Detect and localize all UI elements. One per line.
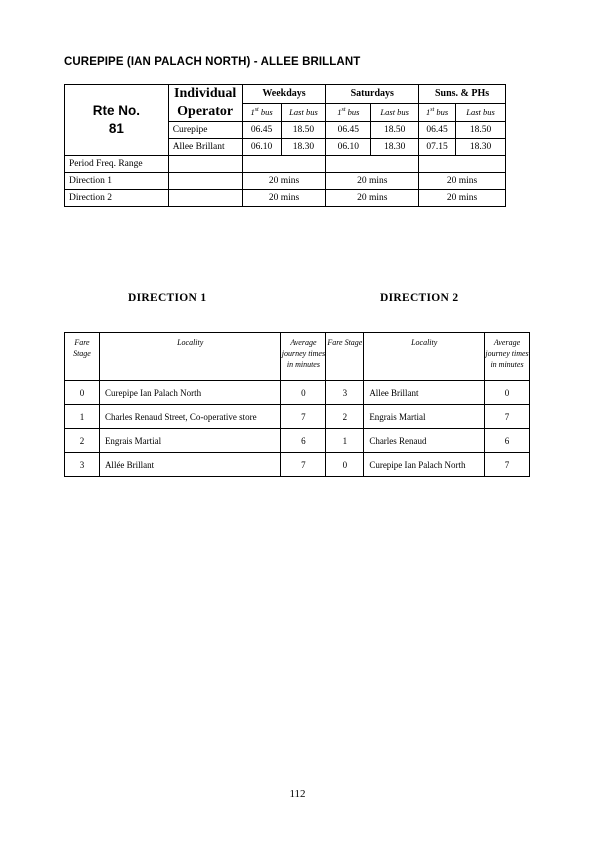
time-cell: 07.15 bbox=[419, 139, 456, 156]
table-row bbox=[65, 381, 530, 405]
journey-time: 0 bbox=[281, 381, 326, 405]
first-bus-header: 1st bus bbox=[326, 103, 371, 122]
time-cell: 18.30 bbox=[281, 139, 326, 156]
terminus-name: Allee Brillant bbox=[168, 139, 242, 156]
empty-cell bbox=[419, 156, 506, 173]
avg-times-header: Average journey times in minutes bbox=[281, 333, 326, 381]
empty-cell bbox=[168, 156, 242, 173]
journey-time: 6 bbox=[281, 429, 326, 453]
fare-stage-header: Fare Stage bbox=[65, 333, 100, 381]
empty-cell bbox=[168, 173, 242, 190]
route-label: Rte No. bbox=[92, 103, 140, 118]
time-cell: 18.50 bbox=[456, 122, 506, 139]
period-label: Period Freq. Range bbox=[65, 156, 169, 173]
time-cell: 06.45 bbox=[419, 122, 456, 139]
frequency-value: 20 mins bbox=[242, 190, 326, 207]
frequency-value: 20 mins bbox=[326, 190, 419, 207]
fare-stage: 3 bbox=[326, 381, 364, 405]
frequency-row bbox=[65, 173, 506, 190]
frequency-value: 20 mins bbox=[326, 173, 419, 190]
operator-header bbox=[168, 85, 242, 122]
table-row bbox=[65, 429, 530, 453]
group-saturdays: Saturdays bbox=[326, 85, 419, 104]
locality-header: Locality bbox=[99, 333, 281, 381]
page-title: CUREPIPE (IAN PALACH NORTH) - ALLEE BRILLANT bbox=[64, 56, 361, 68]
period-row bbox=[65, 156, 506, 173]
journey-time: 7 bbox=[281, 405, 326, 429]
time-cell: 18.50 bbox=[371, 122, 419, 139]
operator-header-line1: Individual bbox=[174, 86, 237, 101]
last-bus-header: Last bus bbox=[371, 103, 419, 122]
fare-stage: 0 bbox=[65, 381, 100, 405]
time-cell: 06.10 bbox=[326, 139, 371, 156]
fare-stage: 0 bbox=[326, 453, 364, 477]
page-number: 112 bbox=[289, 788, 306, 800]
frequency-row bbox=[65, 190, 506, 207]
time-cell: 06.45 bbox=[242, 122, 281, 139]
frequency-direction: Direction 2 bbox=[65, 190, 169, 207]
journey-time: 6 bbox=[485, 429, 530, 453]
journey-time: 7 bbox=[485, 453, 530, 477]
locality: Allee Brillant bbox=[364, 381, 485, 405]
time-cell: 18.30 bbox=[456, 139, 506, 156]
frequency-value: 20 mins bbox=[419, 173, 506, 190]
empty-cell bbox=[242, 156, 326, 173]
time-cell: 18.50 bbox=[281, 122, 326, 139]
avg-times-header: Average journey times in minutes bbox=[485, 333, 530, 381]
locality: Charles Renaud Street, Co-operative store bbox=[99, 405, 281, 429]
locality: Engrais Martial bbox=[364, 405, 485, 429]
first-bus-header: 1st bus bbox=[242, 103, 281, 122]
fare-stage-header: Fare Stage bbox=[326, 333, 364, 381]
direction-2-heading: DIRECTION 2 bbox=[380, 292, 459, 304]
last-bus-header: Last bus bbox=[456, 103, 506, 122]
journey-time: 7 bbox=[281, 453, 326, 477]
group-weekdays: Weekdays bbox=[242, 85, 326, 104]
time-cell: 18.30 bbox=[371, 139, 419, 156]
frequency-value: 20 mins bbox=[419, 190, 506, 207]
journey-time: 0 bbox=[485, 381, 530, 405]
schedule-table bbox=[64, 84, 506, 207]
locality: Curepipe Ian Palach North bbox=[99, 381, 281, 405]
last-bus-header: Last bus bbox=[281, 103, 326, 122]
route-number-cell bbox=[65, 85, 169, 156]
table-row bbox=[65, 453, 530, 477]
fare-stage: 2 bbox=[65, 429, 100, 453]
table-row bbox=[65, 405, 530, 429]
locality: Engrais Martial bbox=[99, 429, 281, 453]
group-sundays: Suns. & PHs bbox=[419, 85, 506, 104]
direction-1-heading: DIRECTION 1 bbox=[128, 292, 207, 304]
route-number: 81 bbox=[108, 121, 124, 136]
locality-header: Locality bbox=[364, 333, 485, 381]
empty-cell bbox=[168, 190, 242, 207]
empty-cell bbox=[326, 156, 419, 173]
fare-stage: 2 bbox=[326, 405, 364, 429]
fare-stage: 1 bbox=[326, 429, 364, 453]
frequency-value: 20 mins bbox=[242, 173, 326, 190]
time-cell: 06.10 bbox=[242, 139, 281, 156]
fare-stage: 1 bbox=[65, 405, 100, 429]
frequency-direction: Direction 1 bbox=[65, 173, 169, 190]
locality: Charles Renaud bbox=[364, 429, 485, 453]
fare-stage: 3 bbox=[65, 453, 100, 477]
locality: Allée Brillant bbox=[99, 453, 281, 477]
direction-table bbox=[64, 332, 530, 477]
locality: Curepipe Ian Palach North bbox=[364, 453, 485, 477]
time-cell: 06.45 bbox=[326, 122, 371, 139]
operator-header-line2: Operator bbox=[177, 104, 234, 119]
direction-header-row bbox=[65, 333, 530, 381]
terminus-name: Curepipe bbox=[168, 122, 242, 139]
first-bus-header: 1st bus bbox=[419, 103, 456, 122]
journey-time: 7 bbox=[485, 405, 530, 429]
